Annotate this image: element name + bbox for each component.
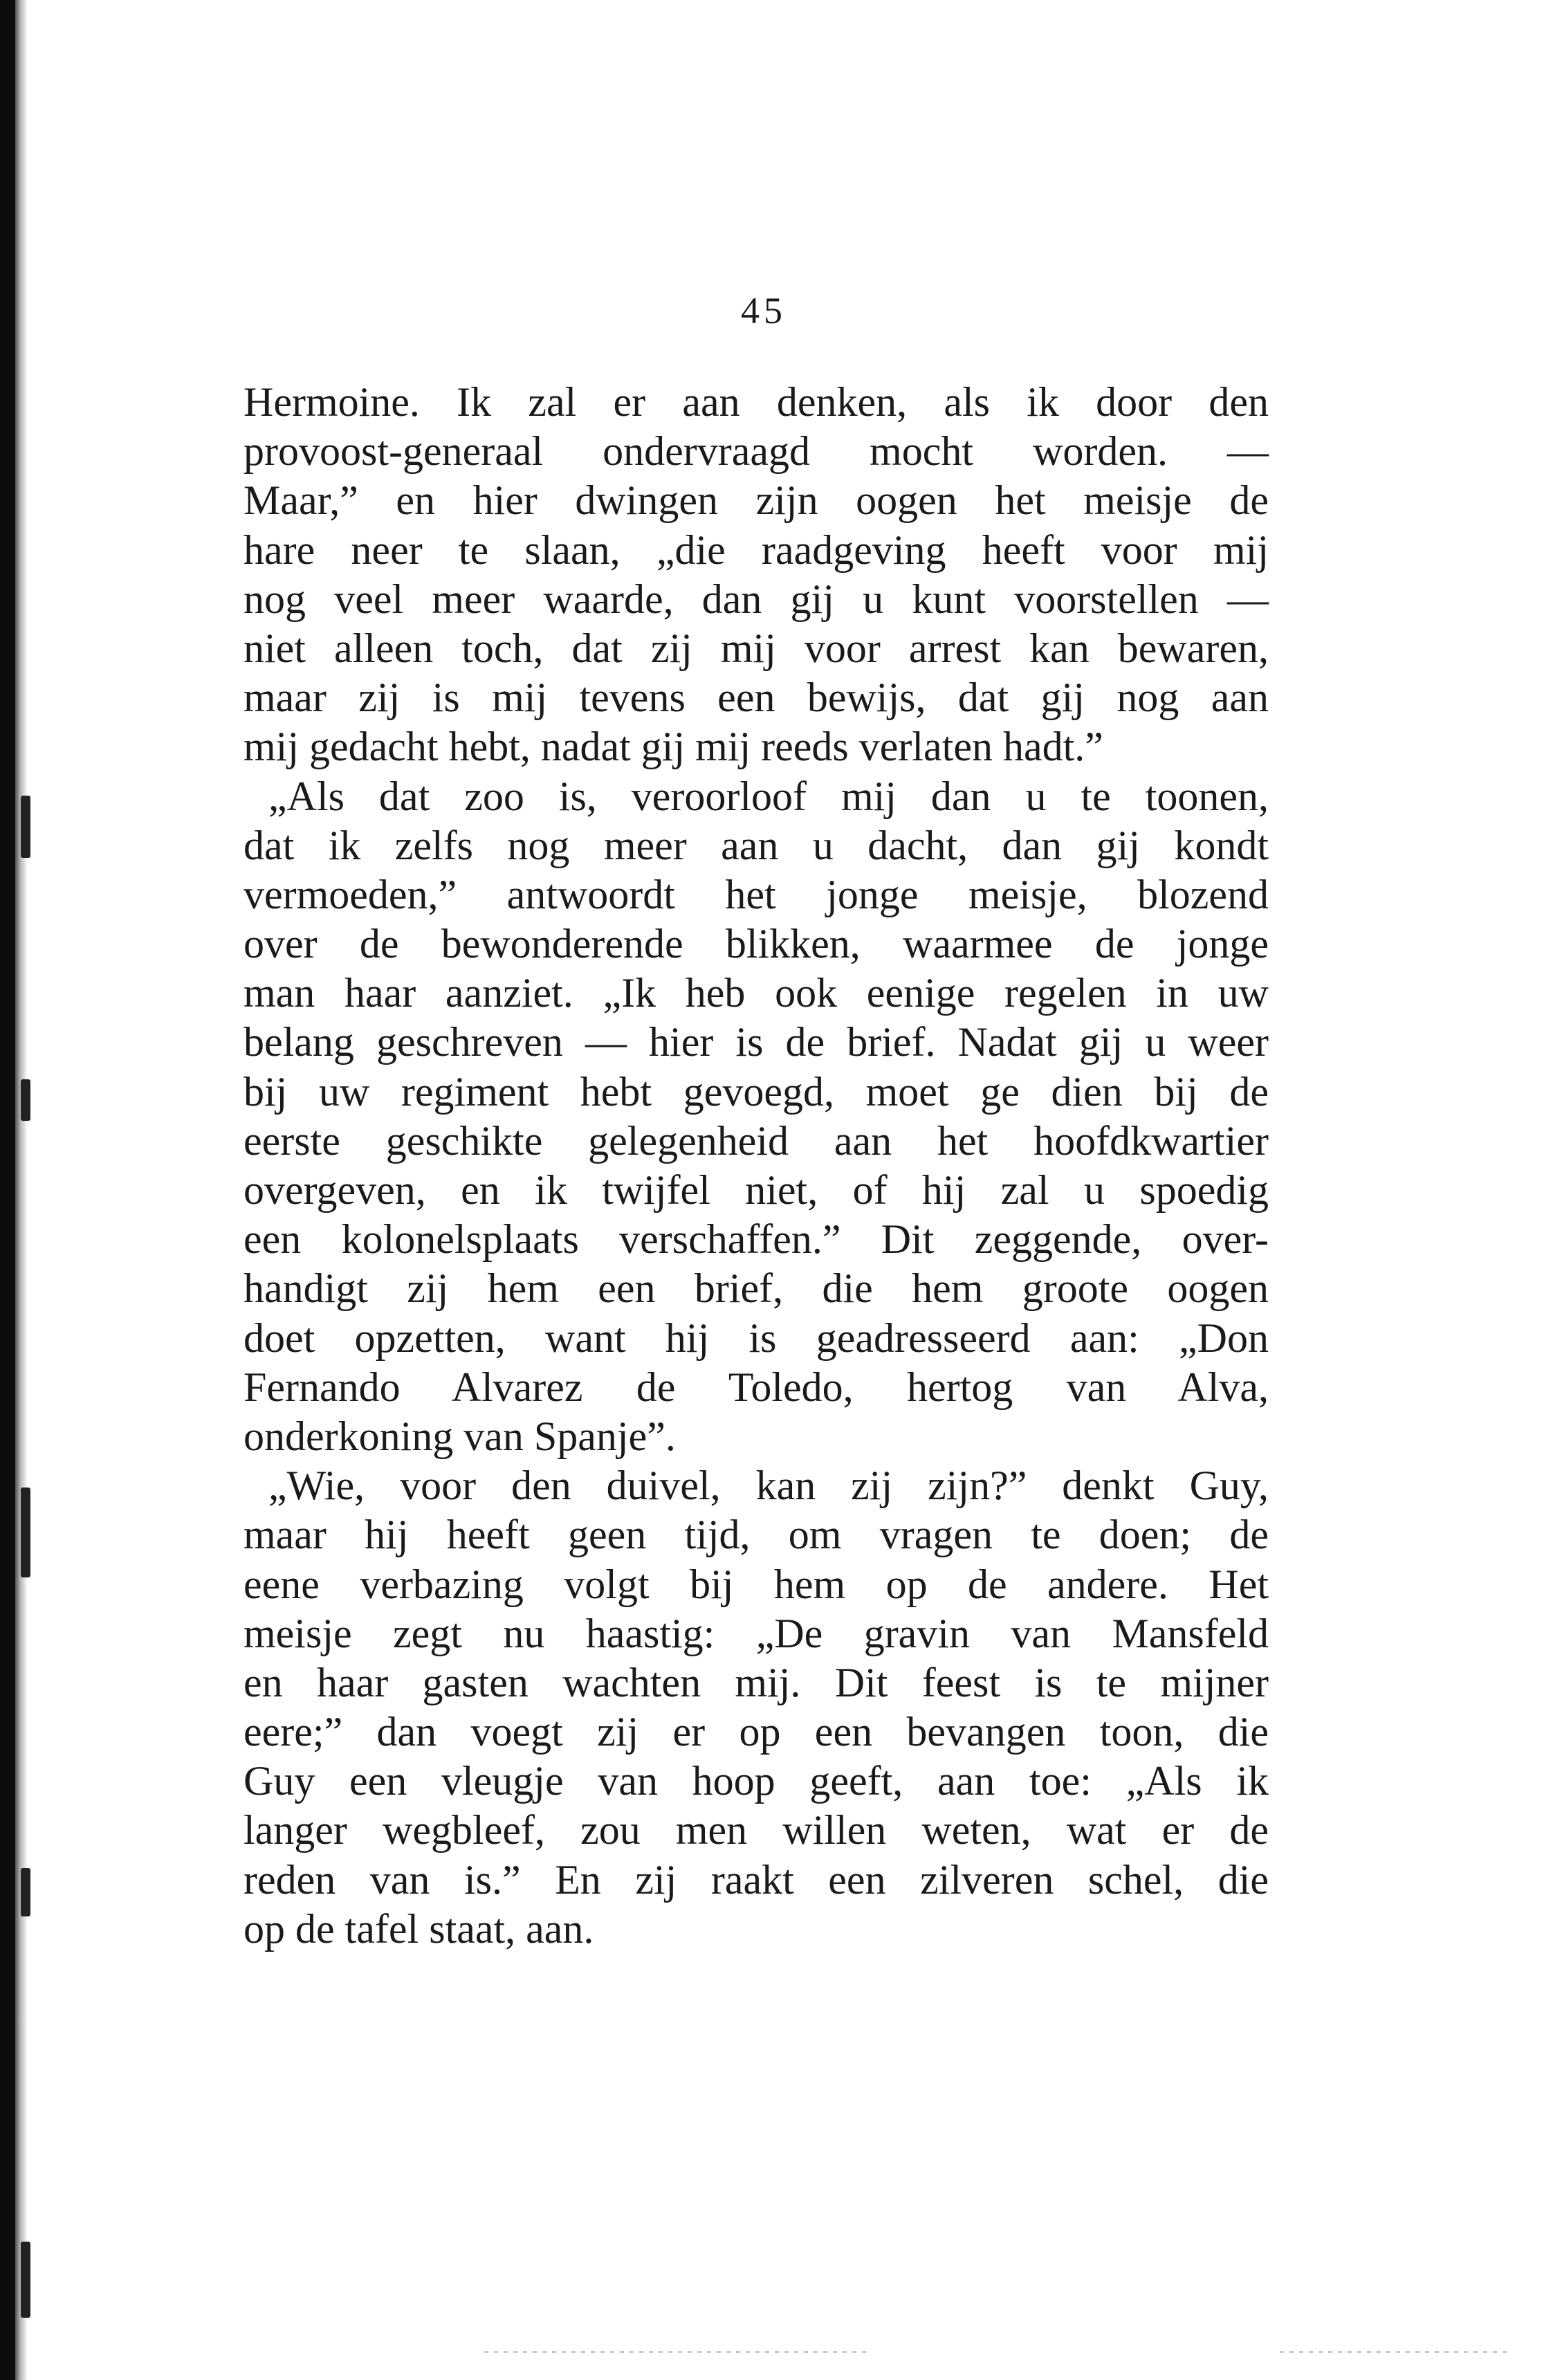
text-line: meisje zegt nu haastig: „De gravin van Mansfeld — [243, 1610, 1269, 1656]
binding-mark — [21, 796, 30, 858]
text-line: hare neer te slaan, „die raadgeving heeft voor mij — [243, 527, 1269, 573]
text-line: doet opzetten, want hij is geadresseerd aan: „Don — [243, 1315, 1269, 1361]
text-line: Hermoine. Ik zal er aan denken, als ik door den — [243, 379, 1269, 425]
text-line: onderkoning van Spanje”. — [243, 1413, 676, 1459]
text-line: Guy een vleugje van hoop geeft, aan toe: „Als ik — [243, 1758, 1269, 1804]
text-line: „Als dat zoo is, veroorloof mij dan u te toonen, — [268, 773, 1269, 819]
scan-noise — [1280, 2351, 1508, 2353]
page-number: 45 — [741, 290, 787, 331]
text-line: Fernando Alvarez de Toledo, hertog van Alva, — [243, 1364, 1269, 1410]
text-line: en haar gasten wachten mij. Dit feest is te mijner — [243, 1659, 1269, 1705]
text-line: bij uw regiment hebt gevoegd, moet ge dien bij de — [243, 1068, 1269, 1115]
text-line: maar zij is mij tevens een bewijs, dat gij nog aan — [243, 675, 1269, 721]
text-line: eene verbazing volgt bij hem op de andere. Het — [243, 1561, 1269, 1607]
text-line: een kolonelsplaats verschaffen.” Dit zeggende, over- — [243, 1216, 1269, 1263]
text-line: overgeven, en ik twijfel niet, of hij zal u spoedig — [243, 1167, 1269, 1213]
binding-mark — [21, 1868, 30, 1916]
text-line: op de tafel staat, aan. — [243, 1905, 594, 1952]
text-line: belang geschreven — hier is de brief. Nadat gij u weer — [243, 1019, 1269, 1065]
text-line: langer wegbleef, zou men willen weten, wat er de — [243, 1807, 1269, 1853]
text-line: provoost-generaal ondervraagd mocht worden. — — [243, 428, 1269, 475]
binding-mark — [21, 1488, 30, 1577]
text-line: maar hij heeft geen tijd, om vragen te doen; de — [243, 1512, 1269, 1558]
text-line: eere;” dan voegt zij er op een bevangen toon, die — [243, 1709, 1269, 1755]
scan-binding-shadow — [15, 0, 28, 2380]
scan-binding-edge — [0, 0, 15, 2380]
text-line: niet alleen toch, dat zij mij voor arrest kan bewaren, — [243, 625, 1269, 671]
text-line: reden van is.” En zij raakt een zilveren schel, die — [243, 1856, 1269, 1903]
scan-noise — [484, 2351, 872, 2353]
text-line: over de bewonderende blikken, waarmee de jonge — [243, 921, 1269, 967]
text-line: handigt zij hem een brief, die hem groote oogen — [243, 1265, 1269, 1312]
binding-mark — [21, 1079, 30, 1121]
text-line: dat ik zelfs nog meer aan u dacht, dan gij kondt — [243, 822, 1269, 868]
binding-mark — [21, 2242, 30, 2318]
text-line: eerste geschikte gelegenheid aan het hoofdkwartier — [243, 1117, 1269, 1164]
body-text — [243, 378, 1269, 1954]
text-line: mij gedacht hebt, nadat gij mij reeds verlaten hadt.” — [243, 724, 1103, 770]
text-line: nog veel meer waarde, dan gij u kunt voorstellen — — [243, 576, 1269, 622]
text-line: vermoeden,” antwoordt het jonge meisje, blozend — [243, 871, 1269, 917]
text-line: Maar,” en hier dwingen zijn oogen het meisje de — [243, 477, 1269, 524]
text-line: „Wie, voor den duivel, kan zij zijn?” denkt Guy, — [268, 1463, 1269, 1509]
text-line: man haar aanziet. „Ik heb ook eenige regelen in uw — [243, 970, 1269, 1016]
